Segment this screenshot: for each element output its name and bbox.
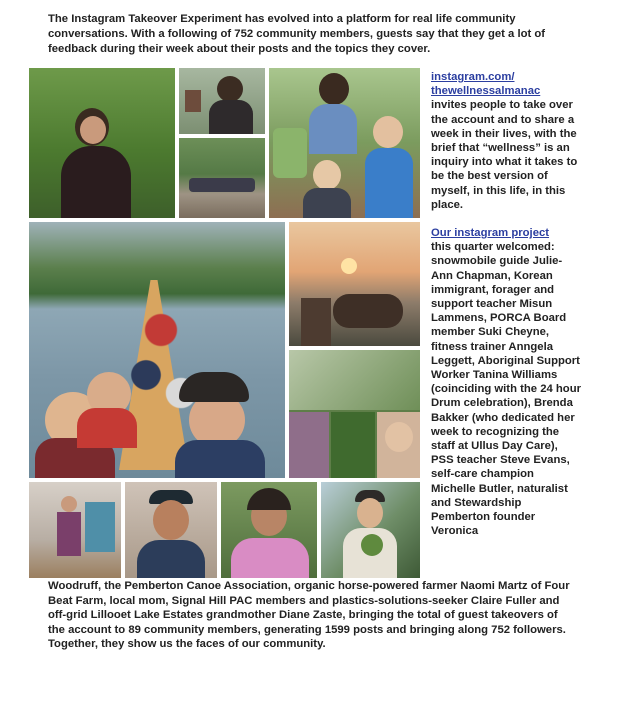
photo-hiking-group xyxy=(179,68,265,134)
photo-grandmother xyxy=(221,482,317,578)
intro-paragraph xyxy=(48,12,576,57)
photo-naturalist xyxy=(321,482,420,578)
photo-woman-in-forest xyxy=(29,68,175,218)
wellness-description: invites people to take over the account and to share a week in their lives, with the brief that “wellness” is an inquiry into what it takes to be the best version of myself, in this life, in this place. xyxy=(431,99,578,211)
instagram-project-link[interactable]: Our instagram project xyxy=(431,227,550,240)
photo-dock-group xyxy=(179,138,265,218)
project-description: this quarter welcomed: snowmobile guide Julie-Ann Chapman, Korean immigrant, forager and support teacher Misun Lammens, PORCA Board member Suki Cheyne, fitness trainer Anngela Leggett, Aboriginal Support Worker Tanina Williams (coinciding with the 24 hour Drum celebration), Brenda Bakker (who dedicated her week to recognizing the staff at Ullus Day Care), PSS teacher Steve Evans, self-care champion Michelle Butler, naturalist and Stewardship Pemberton founder Veronica xyxy=(431,241,581,538)
photo-sunset-horses xyxy=(289,222,420,346)
photo-forager-collage xyxy=(289,350,420,478)
wellness-link-line-1[interactable]: instagram.com/ xyxy=(431,71,515,83)
intro-body: has evolved into a platform for real life community conversations. With a following of 752 community members, guests say that they get a lot of feedback during their week about their posts and the topics they cover. xyxy=(48,13,546,55)
photo-woman-in-cap xyxy=(125,482,217,578)
project-paragraph xyxy=(431,226,581,538)
closing-paragraph: Woodruff, the Pemberton Canoe Association, organic horse-powered farmer Naomi Martz of Four Beat Farm, local mom, Signal Hill PAC members and plastics-solutions-seeker Claire Fuller and off-grid Lillooet Lake Estates grandmother Diane Zaste, bringing the total of guest takeovers of the account to 89 community members, generating 1599 posts and bringing along 752 followers. Together, they show us the faces of our community. xyxy=(48,580,570,651)
wellness-link-line-2[interactable]: thewellnessalmanac xyxy=(431,85,541,98)
photo-dancers xyxy=(29,482,121,578)
photo-woman-with-children xyxy=(269,68,420,218)
photo-collage xyxy=(29,68,420,578)
intro-title: The Instagram Takeover Experiment xyxy=(48,13,242,25)
wellness-link[interactable] xyxy=(431,70,581,98)
sidebar-text xyxy=(431,70,581,539)
photo-canoe-on-lake xyxy=(29,222,285,478)
